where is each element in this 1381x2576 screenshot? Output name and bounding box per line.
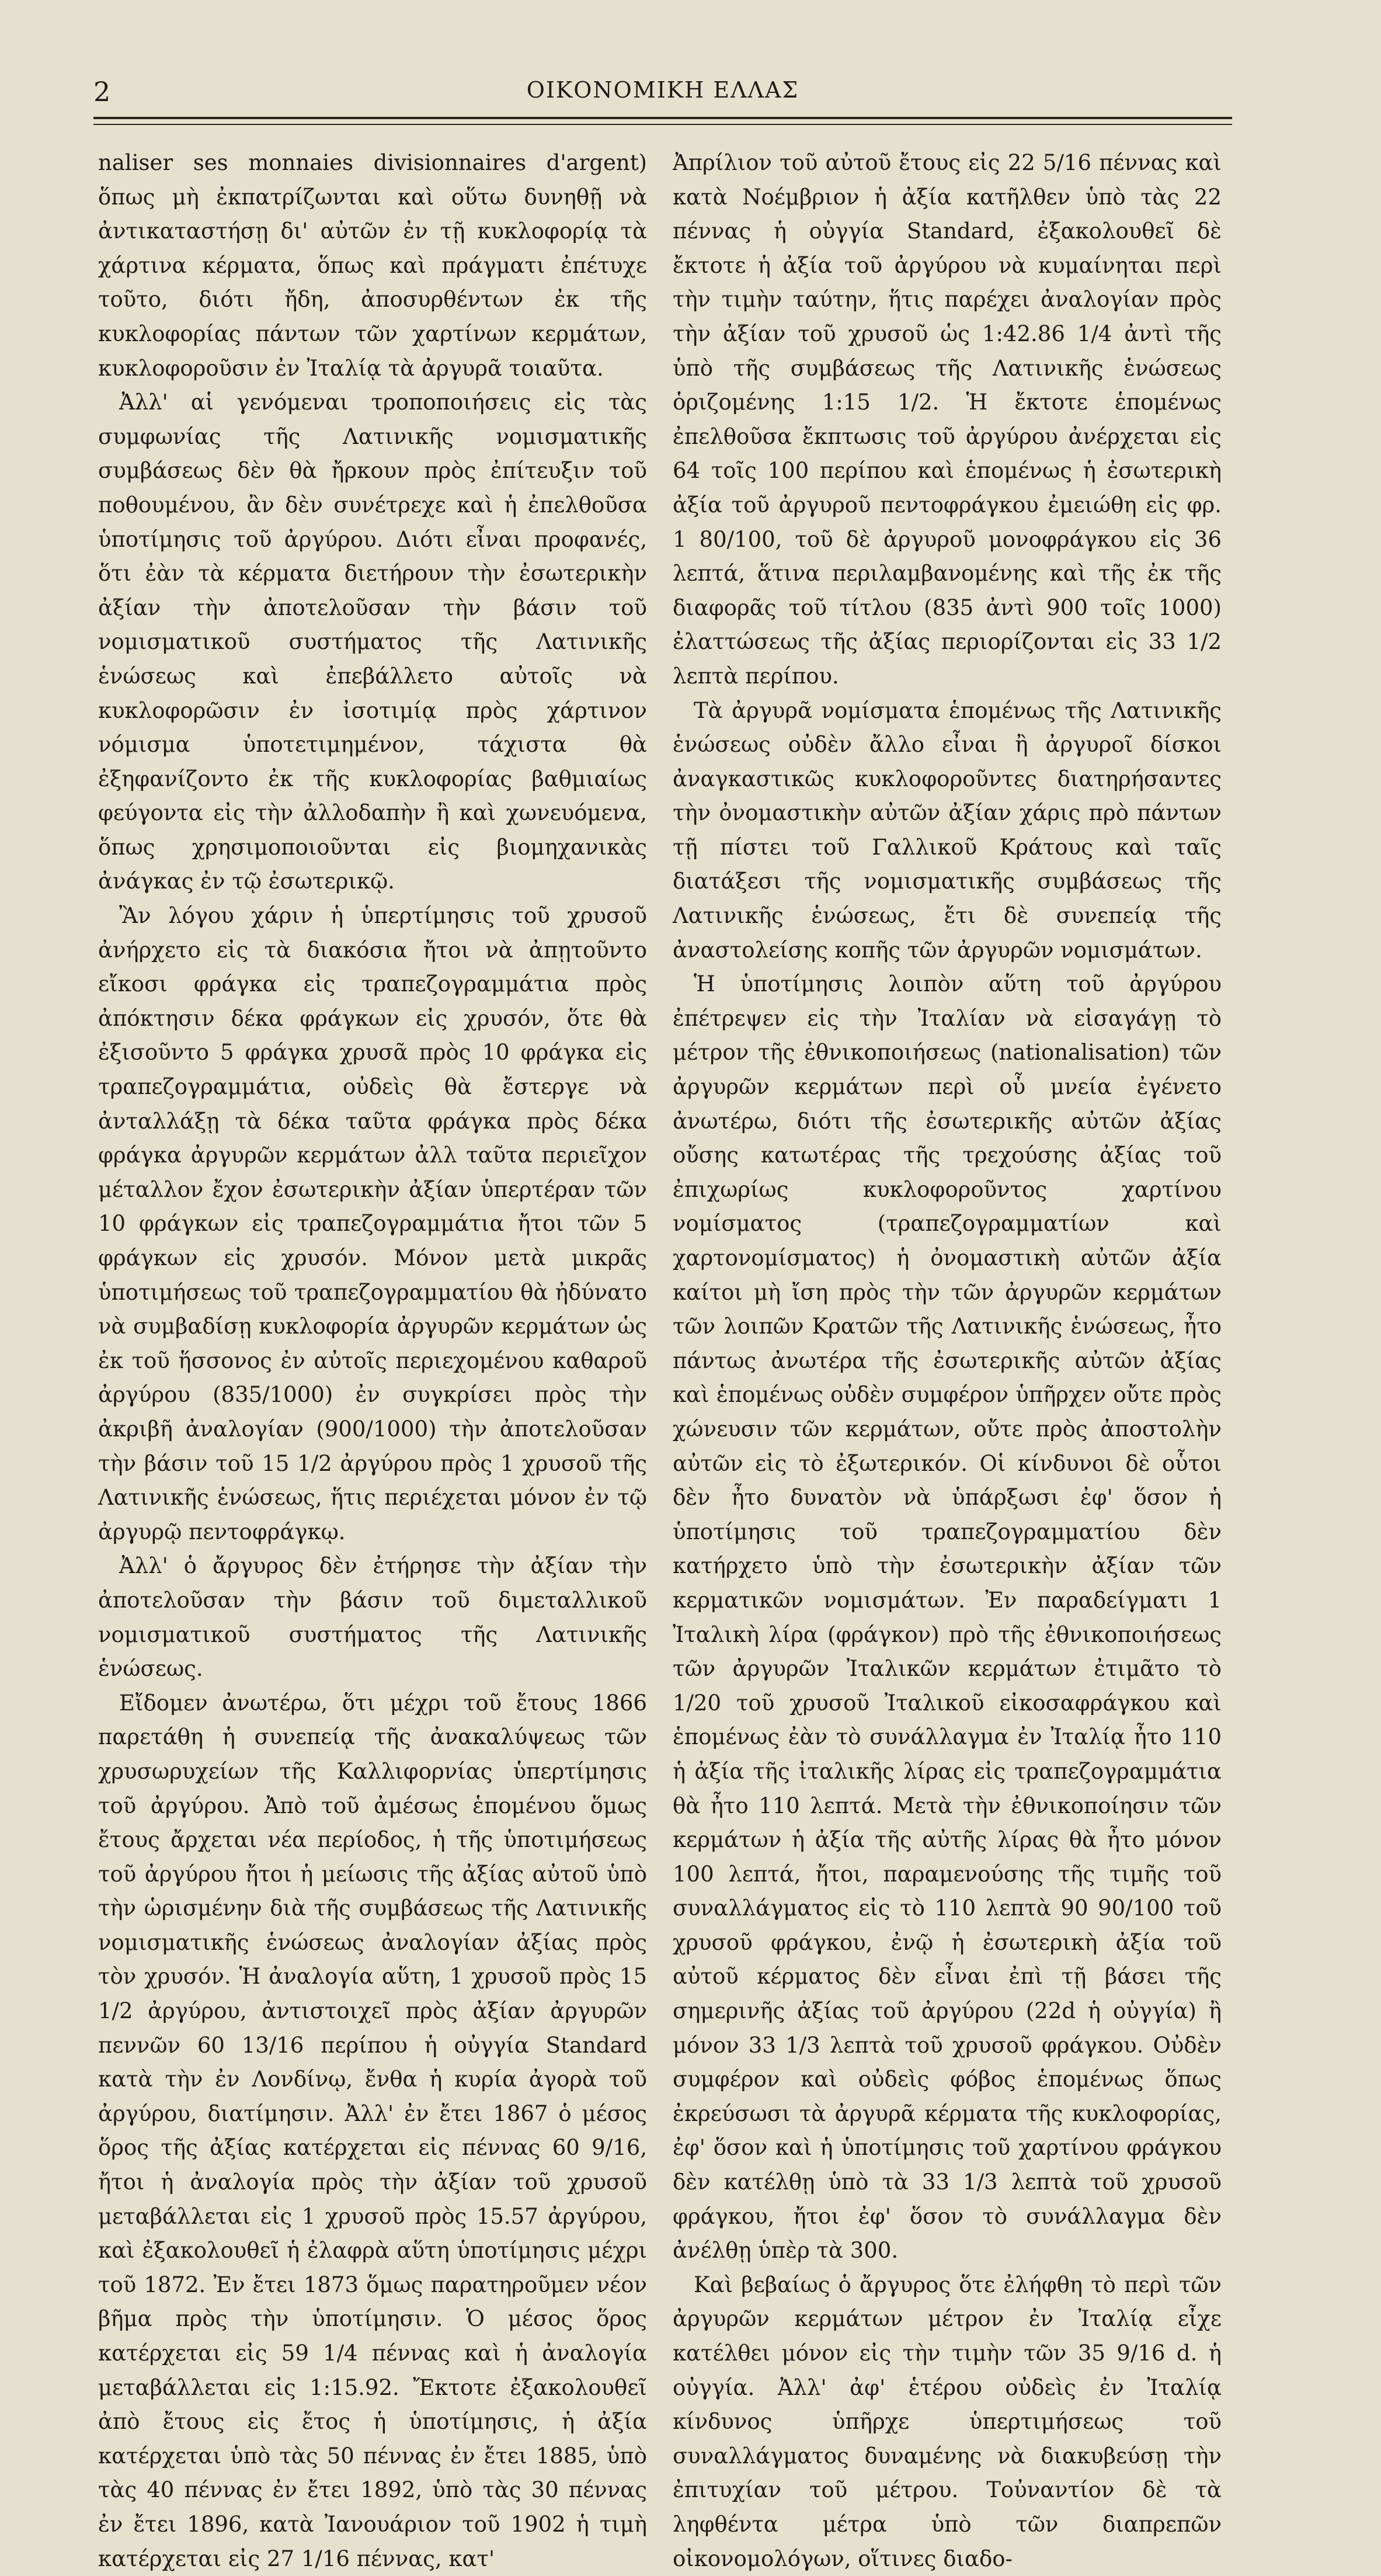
paragraph: Ἂν λόγου χάριν ἡ ὑπερτίμησις τοῦ χρυσοῦ ἀνήρχετο εἰς τὰ διακόσια ἤτοι νὰ ἀπῃτοῦντο εἴκοσι φράγκα εἰς τραπεζογραμμάτια πρὸς ἀπόκτησιν δέκα φράγκων εἰς χρυσόν, ὅτε θὰ ἐξισοῦντο 5 φράγκα χρυσᾶ πρὸς 10 φράγκα εἰς τραπεζογραμμάτια, οὐδεὶς θὰ ἔστεργε νὰ ἀνταλλάξῃ τὰ δέκα ταῦτα φράγκα πρὸς δέκα φράγκα ἀργυρῶν κερμάτων ἀλλ ταῦτα περιεῖχον μέταλλον ἔχον ἐσωτερικὴν ἀξίαν ὑπερτέραν τῶν 10 φράγκων εἰς τραπεζογραμμάτια ἤτοι τῶν 5 φράγκων εἰς χρυσόν. Μόνον μετὰ μικρᾶς ὑποτιμήσεως τοῦ τραπεζογραμματίου θὰ ἠδύνατο νὰ συμβαδίσῃ κυκλοφορία ἀργυρῶν κερμάτων ὡς ἐκ τοῦ ἥσσονος ἐν αὐτοῖς περιεχομένου καθαροῦ ἀργύρου (835/1000) ἐν συγκρίσει πρὸς τὴν ἀκριβῆ ἀναλογίαν (900/1000) τὴν ἀποτελοῦσαν τὴν βάσιν τοῦ 15 1/2 ἀργύρου πρὸς 1 χρυσοῦ τῆς Λατινικῆς ἑνώσεως, ἥτις περιέχεται μόνον ἐν τῷ ἀργυρῷ πεντοφράγκῳ. — [98, 903, 647, 1544]
left-column — [98, 146, 647, 2571]
page-header — [93, 70, 1232, 117]
header-rule-thick — [93, 117, 1232, 119]
page-number: 2 — [93, 76, 111, 107]
right-column — [673, 146, 1222, 2571]
paragraph: Τὰ ἀργυρᾶ νομίσματα ἑπομένως τῆς Λατινικῆς ἑνώσεως οὐδὲν ἄλλο εἶναι ἢ ἀργυροῖ δίσκοι ἀναγκαστικῶς κυκλοφοροῦντες διατηρήσαντες τὴν ὀνομαστικὴν αὐτῶν ἀξίαν χάρις πρὸ πάντων τῇ πίστει τοῦ Γαλλικοῦ Κράτους καὶ ταῖς διατάξεσι τῆς νομισματικῆς συμβάσεως τῆς Λατινικῆς ἑνώσεως, ἔτι δὲ συνεπείᾳ τῆς ἀναστολείσης κοπῆς τῶν ἀργυρῶν νομισμάτων. — [673, 697, 1222, 963]
running-title: ΟΙΚΟΝΟΜΙΚΗ ΕΛΛΑΣ — [526, 77, 799, 103]
paragraph: Καὶ βεβαίως ὁ ἄργυρος ὅτε ἐλήφθη τὸ περὶ τῶν ἀργυρῶν κερμάτων μέτρον ἐν Ἰταλίᾳ εἶχε κατέλθει μόνον εἰς τὴν τιμὴν τῶν 35 9/16 d. ἡ οὐγγία. Ἀλλ' ἀφ' ἑτέρου οὐδεὶς ἐν Ἰταλίᾳ κίνδυνος ὑπῆρχε ὑπερτιμήσεως τοῦ συναλλάγματος δυναμένης νὰ διακυβεύσῃ τὴν ἐπιτυχίαν τοῦ μέτρου. Τοὐναντίον δὲ τὰ ληφθέντα μέτρα ὑπὸ τῶν διαπρεπῶν οἰκονομολόγων, οἵτινες διαδο- — [673, 2272, 1222, 2571]
paragraph: naliser ses monnaies divisionnaires d'argent) ὅπως μὴ ἐκπατρίζωνται καὶ οὕτω δυνηθῇ νὰ ἀντικαταστήσῃ δι' αὐτῶν ἐν τῇ κυκλοφορίᾳ τὰ χάρτινα κέρματα, ὅπως καὶ πράγματι ἐπέτυχε τοῦτο, διότι ἤδη, ἀποσυρθέντων ἐκ τῆς κυκλοφορίας πάντων τῶν χαρτίνων κερμάτων, κυκλοφοροῦσιν ἐν Ἰταλίᾳ τὰ ἀργυρᾶ τοιαῦτα. — [98, 150, 647, 381]
paragraph: Ἡ ὑποτίμησις λοιπὸν αὕτη τοῦ ἀργύρου ἐπέτρεψεν εἰς τὴν Ἰταλίαν νὰ εἰσαγάγῃ τὸ μέτρον τῆς ἐθνικοποιήσεως (nationalisation) τῶν ἀργυρῶν κερμάτων περὶ οὗ μνεία ἐγένετο ἀνωτέρω, διότι τῆς ἐσωτερικῆς αὐτῶν ἀξίας οὔσης κατωτέρας τῆς τρεχούσης ἀξίας τοῦ ἐπιχωρίως κυκλοφοροῦντος χαρτίνου νομίσματος (τραπεζογραμματίων καὶ χαρτονομίσματος) ἡ ὀνομαστικὴ αὐτῶν ἀξία καίτοι μὴ ἴση πρὸς τὴν τῶν ἀργυρῶν κερμάτων τῶν λοιπῶν Κρατῶν τῆς Λατινικῆς ἑνώσεως, ἦτο πάντως ἀνωτέρα τῆς ἐσωτερικῆς αὐτῶν ἀξίας καὶ ἑπομένως οὐδὲν συμφέρον ὑπῆρχεν οὔτε πρὸς χώνευσιν τῶν κερμάτων, οὔτε πρὸς ἀποστολὴν αὐτῶν εἰς τὸ ἐξωτερικόν. Οἱ κίνδυνοι δὲ οὗτοι δὲν ἦτο δυνατὸν νὰ ὑπάρξωσι ἐφ' ὅσον ἡ ὑποτίμησις τοῦ τραπεζογραμματίου δὲν κατήρχετο ὑπὸ τὴν ἐσωτερικὴν ἀξίαν τῶν κερματικῶν νομισμάτων. Ἐν παραδείγματι 1 Ἰταλικὴ λίρα (φράγκον) πρὸ τῆς ἐθνικοποιήσεως τῶν ἀργυρῶν Ἰταλικῶν κερμάτων ἐτιμᾶτο τὸ 1/20 τοῦ χρυσοῦ Ἰταλικοῦ εἰκοσαφράγκου καὶ ἑπομένως ἐὰν τὸ συνάλλαγμα ἐν Ἰταλίᾳ ἦτο 110 ἡ ἀξία τῆς ἰταλικῆς λίρας εἰς τραπεζογραμμάτια θὰ ἦτο 110 λεπτά. Μετὰ τὴν ἐθνικοποίησιν τῶν κερμάτων ἡ ἀξία τῆς αὐτῆς λίρας θὰ ἦτο μόνον 100 λεπτά, ἤτοι, παραμενούσης τῆς τιμῆς τοῦ συναλλάγματος εἰς τὸ 110 λεπτὰ 90 90/100 τοῦ χρυσοῦ φράγκου, ἐνῷ ἡ ἐσωτερικὴ ἀξία τοῦ αὐτοῦ κέρματος δὲν εἶναι ἐπὶ τῇ βάσει τῆς σημερινῆς ἀξίας τοῦ ἀργύρου (22d ἡ οὐγγία) ἢ μόνον 33 1/3 λεπτὰ τοῦ χρυσοῦ φράγκου. Οὐδὲν συμφέρον καὶ οὐδεὶς φόβος ἑπομένως ὅπως ἐκρεύσωσι τὰ ἀργυρᾶ κέρματα τῆς κυκλοφορίας, ἐφ' ὅσον καὶ ἡ ὑποτίμησις τοῦ χαρτίνου φράγκου δὲν κατέλθῃ ὑπὸ τὰ 33 1/3 λεπτὰ τοῦ χρυσοῦ φράγκου, ἤτοι ἐφ' ὅσον τὸ συνάλλαγμα δὲν ἀνέλθῃ ὑπὲρ τὰ 300. — [673, 971, 1222, 2263]
header-rule-thin — [93, 124, 1232, 125]
paragraph: Ἀλλ' αἱ γενόμεναι τροποποιήσεις εἰς τὰς συμφωνίας τῆς Λατινικῆς νομισματικῆς συμβάσεως δὲν θὰ ἤρκουν πρὸς ἐπίτευξιν τοῦ ποθουμένου, ἂν δὲν συνέτρεχε καὶ ἡ ἐπελθοῦσα ὑποτίμησις τοῦ ἀργύρου. Διότι εἶναι προφανές, ὅτι ἐὰν τὰ κέρματα διετήρουν τὴν ἐσωτερικὴν ἀξίαν τὴν ἀποτελοῦσαν τὴν βάσιν τοῦ νομισματικοῦ συστήματος τῆς Λατινικῆς ἑνώσεως καὶ ἐπεβάλλετο αὐτοῖς νὰ κυκλοφορῶσιν ἐν ἰσοτιμίᾳ πρὸς χάρτινον νόμισμα ὑποτετιμημένον, τάχιστα θὰ ἐξηφανίζοντο ἐκ τῆς κυκλοφορίας βαθμιαίως φεύγοντα εἰς τὴν ἀλλοδαπὴν ἢ καὶ χωνευόμενα, ὅπως χρησιμοποιοῦνται εἰς βιομηχανικὰς ἀνάγκας ἐν τῷ ἐσωτερικῷ. — [98, 390, 647, 894]
paragraph: Ἀπρίλιον τοῦ αὐτοῦ ἔτους εἰς 22 5/16 πέννας καὶ κατὰ Νοέμβριον ἡ ἀξία κατῆλθεν ὑπὸ τὰς 22 πέννας ἡ οὐγγία Standard, ἐξακολουθεῖ δὲ ἔκτοτε ἡ ἀξία τοῦ ἀργύρου νὰ κυμαίνηται περὶ τὴν τιμὴν ταύτην, ἥτις παρέχει ἀναλογίαν πρὸς τὴν ἀξίαν τοῦ χρυσοῦ ὡς 1:42.86 1/4 ἀντὶ τῆς ὑπὸ τῆς συμβάσεως τῆς Λατινικῆς ἑνώσεως ὁριζομένης 1:15 1/2. Ἡ ἔκτοτε ἑπομένως ἐπελθοῦσα ἔκπτωσις τοῦ ἀργύρου ἀνέρχεται εἰς 64 τοῖς 100 περίπου καὶ ἑπομένως ἡ ἐσωτερικὴ ἀξία τοῦ ἀργυροῦ πεντοφράγκου ἐμειώθη εἰς φρ. 1 80/100, τοῦ δὲ ἀργυροῦ μονοφράγκου εἰς 36 λεπτά, ἅτινα περιλαμβανομένης καὶ τῆς ἐκ τῆς διαφορᾶς τοῦ τίτλου (835 ἀντὶ 900 τοῖς 1000) ἐλαττώσεως τῆς ἀξίας περιορίζονται εἰς 33 1/2 λεπτὰ περίπου. — [673, 150, 1222, 689]
paragraph: Εἴδομεν ἀνωτέρω, ὅτι μέχρι τοῦ ἔτους 1866 παρετάθη ἡ συνεπείᾳ τῆς ἀνακαλύψεως τῶν χρυσωρυχείων τῆς Καλλιφορνίας ὑπερτίμησις τοῦ ἀργύρου. Ἀπὸ τοῦ ἀμέσως ἑπομένου ὅμως ἔτους ἄρχεται νέα περίοδος, ἡ τῆς ὑποτιμήσεως τοῦ ἀργύρου ἤτοι ἡ μείωσις τῆς ἀξίας αὐτοῦ ὑπὸ τὴν ὡρισμένην διὰ τῆς συμβάσεως τῆς Λατινικῆς νομισματικῆς ἑνώσεως ἀναλογίαν ἀξίας πρὸς τὸν χρυσόν. Ἡ ἀναλογία αὕτη, 1 χρυσοῦ πρὸς 15 1/2 ἀργύρου, ἀντιστοιχεῖ πρὸς ἀξίαν ἀργυρῶν πεννῶν 60 13/16 περίπου ἡ οὐγγία Standard κατὰ τὴν ἐν Λονδίνῳ, ἔνθα ἡ κυρία ἀγορὰ τοῦ ἀργύρου, διατίμησιν. Ἀλλ' ἐν ἔτει 1867 ὁ μέσος ὅρος τῆς ἀξίας κατέρχεται εἰς πέννας 60 9/16, ἤτοι ἡ ἀναλογία πρὸς τὴν ἀξίαν τοῦ χρυσοῦ μεταβάλλεται εἰς 1 χρυσοῦ πρὸς 15.57 ἀργύρου, καὶ ἐξακολουθεῖ ἡ ἐλαφρὰ αὕτη ὑποτίμησις μέχρι τοῦ 1872. Ἐν ἔτει 1873 ὅμως παρατηροῦμεν νέον βῆμα πρὸς τὴν ὑποτίμησιν. Ὁ μέσος ὅρος κατέρχεται εἰς 59 1/4 πέννας καὶ ἡ ἀναλογία μεταβάλλεται εἰς 1:15.92. Ἔκτοτε ἐξακολουθεῖ ἀπὸ ἔτους εἰς ἔτος ἡ ὑποτίμησις, ἡ ἀξία κατέρχεται ὑπὸ τὰς 50 πέννας ἐν ἔτει 1885, ὑπὸ τὰς 40 πέννας ἐν ἔτει 1892, ὑπὸ τὰς 30 πέννας ἐν ἔτει 1896, κατὰ Ἰανουάριον τοῦ 1902 ἡ τιμὴ κατέρχεται εἰς 27 1/16 πέννας, κατ' — [98, 1690, 647, 2571]
paragraph: Ἀλλ' ὁ ἄργυρος δὲν ἐτήρησε τὴν ἀξίαν τὴν ἀποτελοῦσαν τὴν βάσιν τοῦ διμεταλλικοῦ νομισματικοῦ συστήματος τῆς Λατινικῆς ἑνώσεως. — [98, 1553, 647, 1682]
